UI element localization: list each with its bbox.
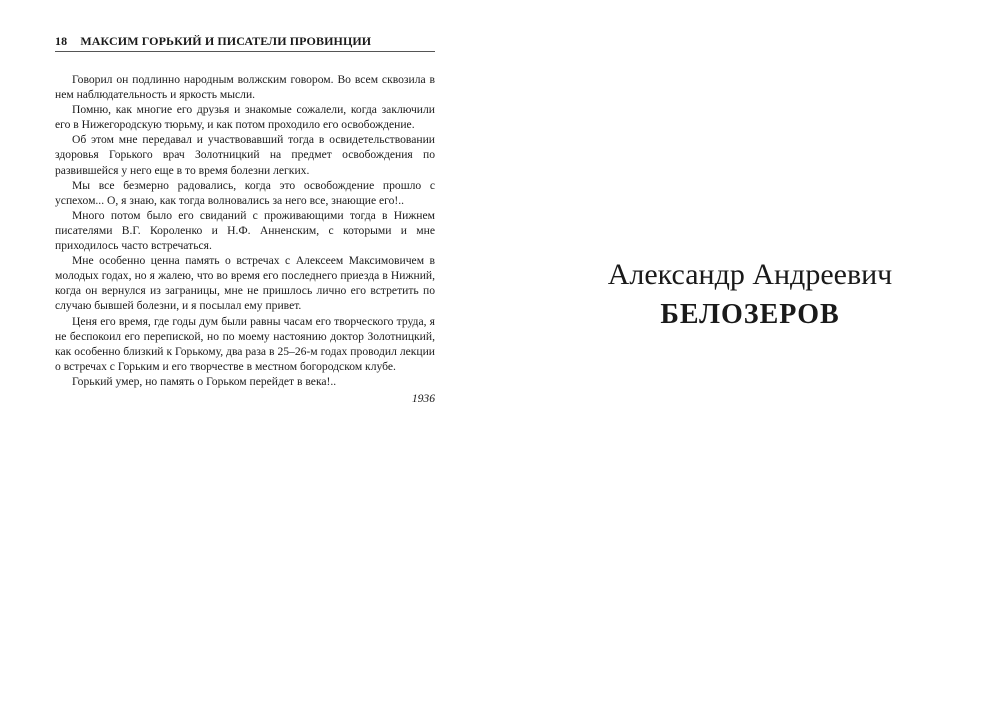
running-title: МАКСИМ ГОРЬКИЙ И ПИСАТЕЛИ ПРОВИНЦИИ: [80, 34, 372, 48]
author-last-name: БЕЛОЗЕРОВ: [660, 299, 840, 330]
author-heading: [500, 256, 1000, 334]
paragraph: Горький умер, но память о Горьком перейдет в века!..: [72, 374, 337, 388]
memoir-text: [55, 72, 435, 406]
paragraph: Говорил он подлинно народным волжским говором. Во всем сквозила в нем наблюдательность и яркость мысли.: [55, 73, 435, 102]
paragraph: Об этом мне передавал и участвовавший тогда в освидетельствовании здоровья Горького врач Золотницкий на предмет освобождения по развившейся у него еще в то время болезни легких.: [55, 133, 435, 177]
paragraph: Мне особенно ценна память о встречах с Алексеем Максимовичем в молодых годах, но я жалею, что во время его последнего приезда в Нижний, когда он вернулся из заграницы, мне не пришлось лично его встретить по случаю бывшей болезни, и я посылал ему привет.: [55, 254, 435, 313]
paragraph: Много потом было его свиданий с проживающими тогда в Нижнем писателями В.Г. Короленко и Н.Ф. Анненским, с которыми и мне приходилось часто встречаться.: [55, 208, 435, 253]
page-number: 18: [55, 34, 68, 48]
paragraph: Ценя его время, где годы дум были равны часам его творческого труда, я не беспокоил его перепиской, но по моему настоянию доктор Золотницкий, как особенно близкий к Горькому, два раза в 25–26-м годах проводил лекции о встречах с Горьким и его творчестве в местном богородском клубе.: [55, 314, 435, 373]
paragraph: Мы все безмерно радовались, когда это освобождение прошло с успехом... О, я знаю, как тогда волновались за него все, знающие его!..: [55, 178, 435, 207]
paragraph: Помню, как многие его друзья и знакомые сожалели, когда заключили его в Нижегородскую тюрьму, и как потом проходило его освобождение.: [55, 103, 435, 132]
author-first-names: Александр Андреевич: [607, 258, 893, 291]
running-head: [55, 34, 435, 52]
right-page: [500, 0, 1000, 709]
date-signature: 1936: [411, 391, 435, 405]
